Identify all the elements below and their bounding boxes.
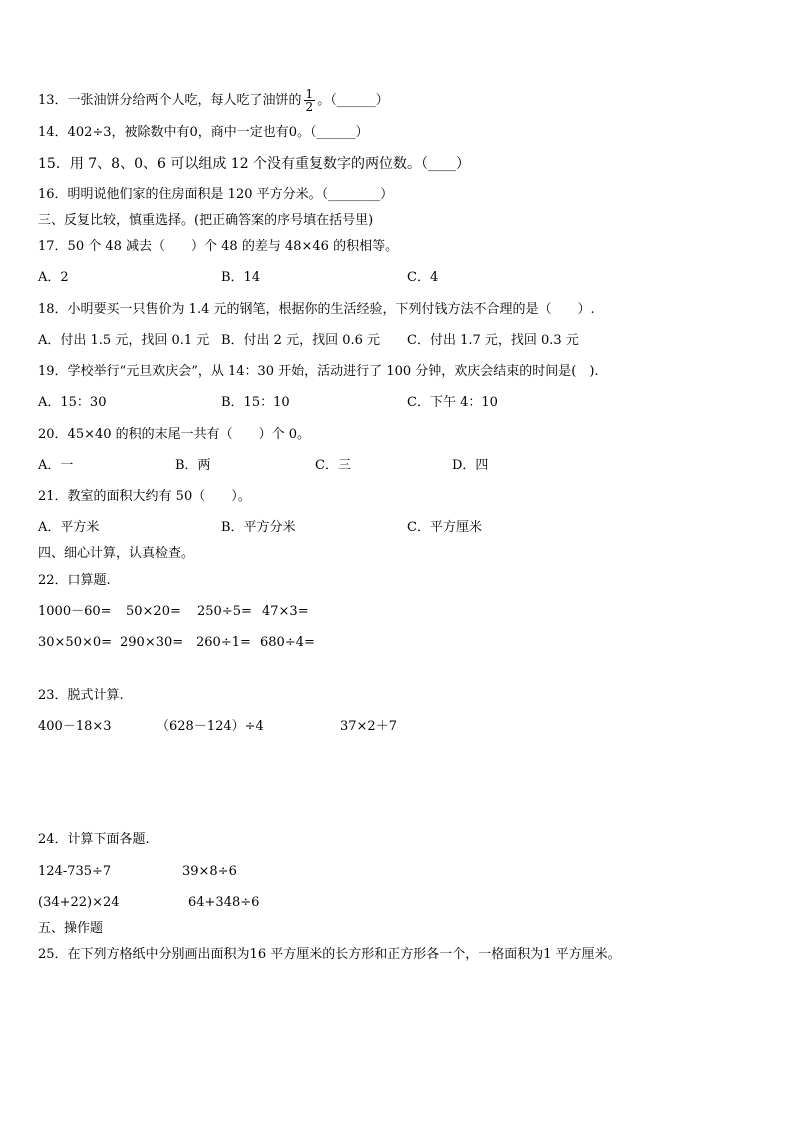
section-3-heading: 三、反复比较，慎重选择。(把正确答案的序号填在括号里) [38, 213, 374, 228]
calc-item: 124-735÷7 [38, 864, 112, 879]
fraction-denominator: 2 [305, 100, 314, 114]
step-calc-item: （628－124）÷4 [156, 719, 264, 734]
question-24-title: 24．计算下面各题. [38, 832, 150, 847]
option-b: B．14 [221, 270, 261, 285]
mental-math-item: 1000－60= [38, 604, 112, 619]
mental-math-item: 50×20= [126, 604, 181, 619]
fraction-numerator: 1 [305, 87, 314, 101]
mental-math-item: 47×3= [262, 604, 309, 619]
calc-item: (34+22)×24 [38, 895, 120, 910]
question-15: 15．用 7、8、0、6 可以组成 12 个没有重复数字的两位数。（____） [38, 156, 471, 172]
option-b: B．付出 2 元，找回 0.6 元 [221, 333, 381, 348]
mental-math-item: 260÷1= [196, 635, 251, 650]
question-22-title: 22．口算题. [38, 573, 111, 588]
option-c: C．付出 1.7 元，找回 0.3 元 [407, 333, 579, 348]
calc-item: 39×8÷6 [182, 864, 237, 879]
option-c: C．平方厘米 [407, 520, 482, 535]
question-21-stem: 21．教室的面积大约有 50（ ）。 [38, 489, 251, 504]
option-c: C．4 [407, 270, 439, 285]
question-23-title: 23．脱式计算. [38, 688, 124, 703]
question-16: 16．明明说他们家的住房面积是 120 平方分米。（________） [38, 187, 394, 202]
option-c: C．三 [315, 458, 351, 473]
section-4-heading: 四、细心计算，认真检查。 [38, 546, 195, 561]
question-13-text: 13．一张油饼分给两个人吃，每人吃了油饼的 [38, 93, 302, 108]
option-a: A．付出 1.5 元，找回 0.1 元 [38, 333, 210, 348]
option-b: B．平方分米 [221, 520, 296, 535]
option-a: A．平方米 [38, 520, 100, 535]
mental-math-item: 680÷4= [260, 635, 315, 650]
question-13-blank: 。（______） [317, 93, 389, 108]
mental-math-item: 290×30= [120, 635, 184, 650]
fraction-one-half [304, 88, 316, 113]
calc-item: 64+348÷6 [188, 895, 260, 910]
step-calc-item: 400－18×3 [38, 719, 112, 734]
section-5-heading: 五、操作题 [38, 921, 104, 936]
mental-math-item: 250÷5= [197, 604, 252, 619]
option-c: C．下午 4：10 [407, 395, 498, 410]
option-b: B．15：10 [221, 395, 290, 410]
mental-math-item: 30×50×0= [38, 635, 113, 650]
question-20-stem: 20．45×40 的积的末尾一共有（ ）个 0。 [38, 427, 311, 442]
option-d: D．四 [452, 458, 489, 473]
question-17-stem: 17．50 个 48 减去（ ）个 48 的差与 48×46 的积相等。 [38, 239, 399, 254]
option-b: B．两 [175, 458, 211, 473]
option-a: A．15：30 [38, 395, 107, 410]
question-19-stem: 19．学校举行“元旦欢庆会”，从 14：30 开始，活动进行了 100 分钟，欢庆会结束的时间是( ). [38, 364, 599, 379]
step-calc-item: 37×2＋7 [340, 719, 397, 734]
question-14: 14．402÷3，被除数中有0，商中一定也有0。（______） [38, 125, 369, 140]
option-a: A．2 [38, 270, 69, 285]
question-25: 25．在下列方格纸中分别画出面积为16 平方厘米的长方形和正方形各一个，一格面积为1 平方厘米。 [38, 947, 621, 962]
question-13 [38, 88, 389, 113]
question-18-stem: 18．小明要买一只售价为 1.4 元的钢笔，根据你的生活经验，下列付钱方法不合理的是（ ）. [38, 302, 595, 317]
option-a: A．一 [38, 458, 74, 473]
